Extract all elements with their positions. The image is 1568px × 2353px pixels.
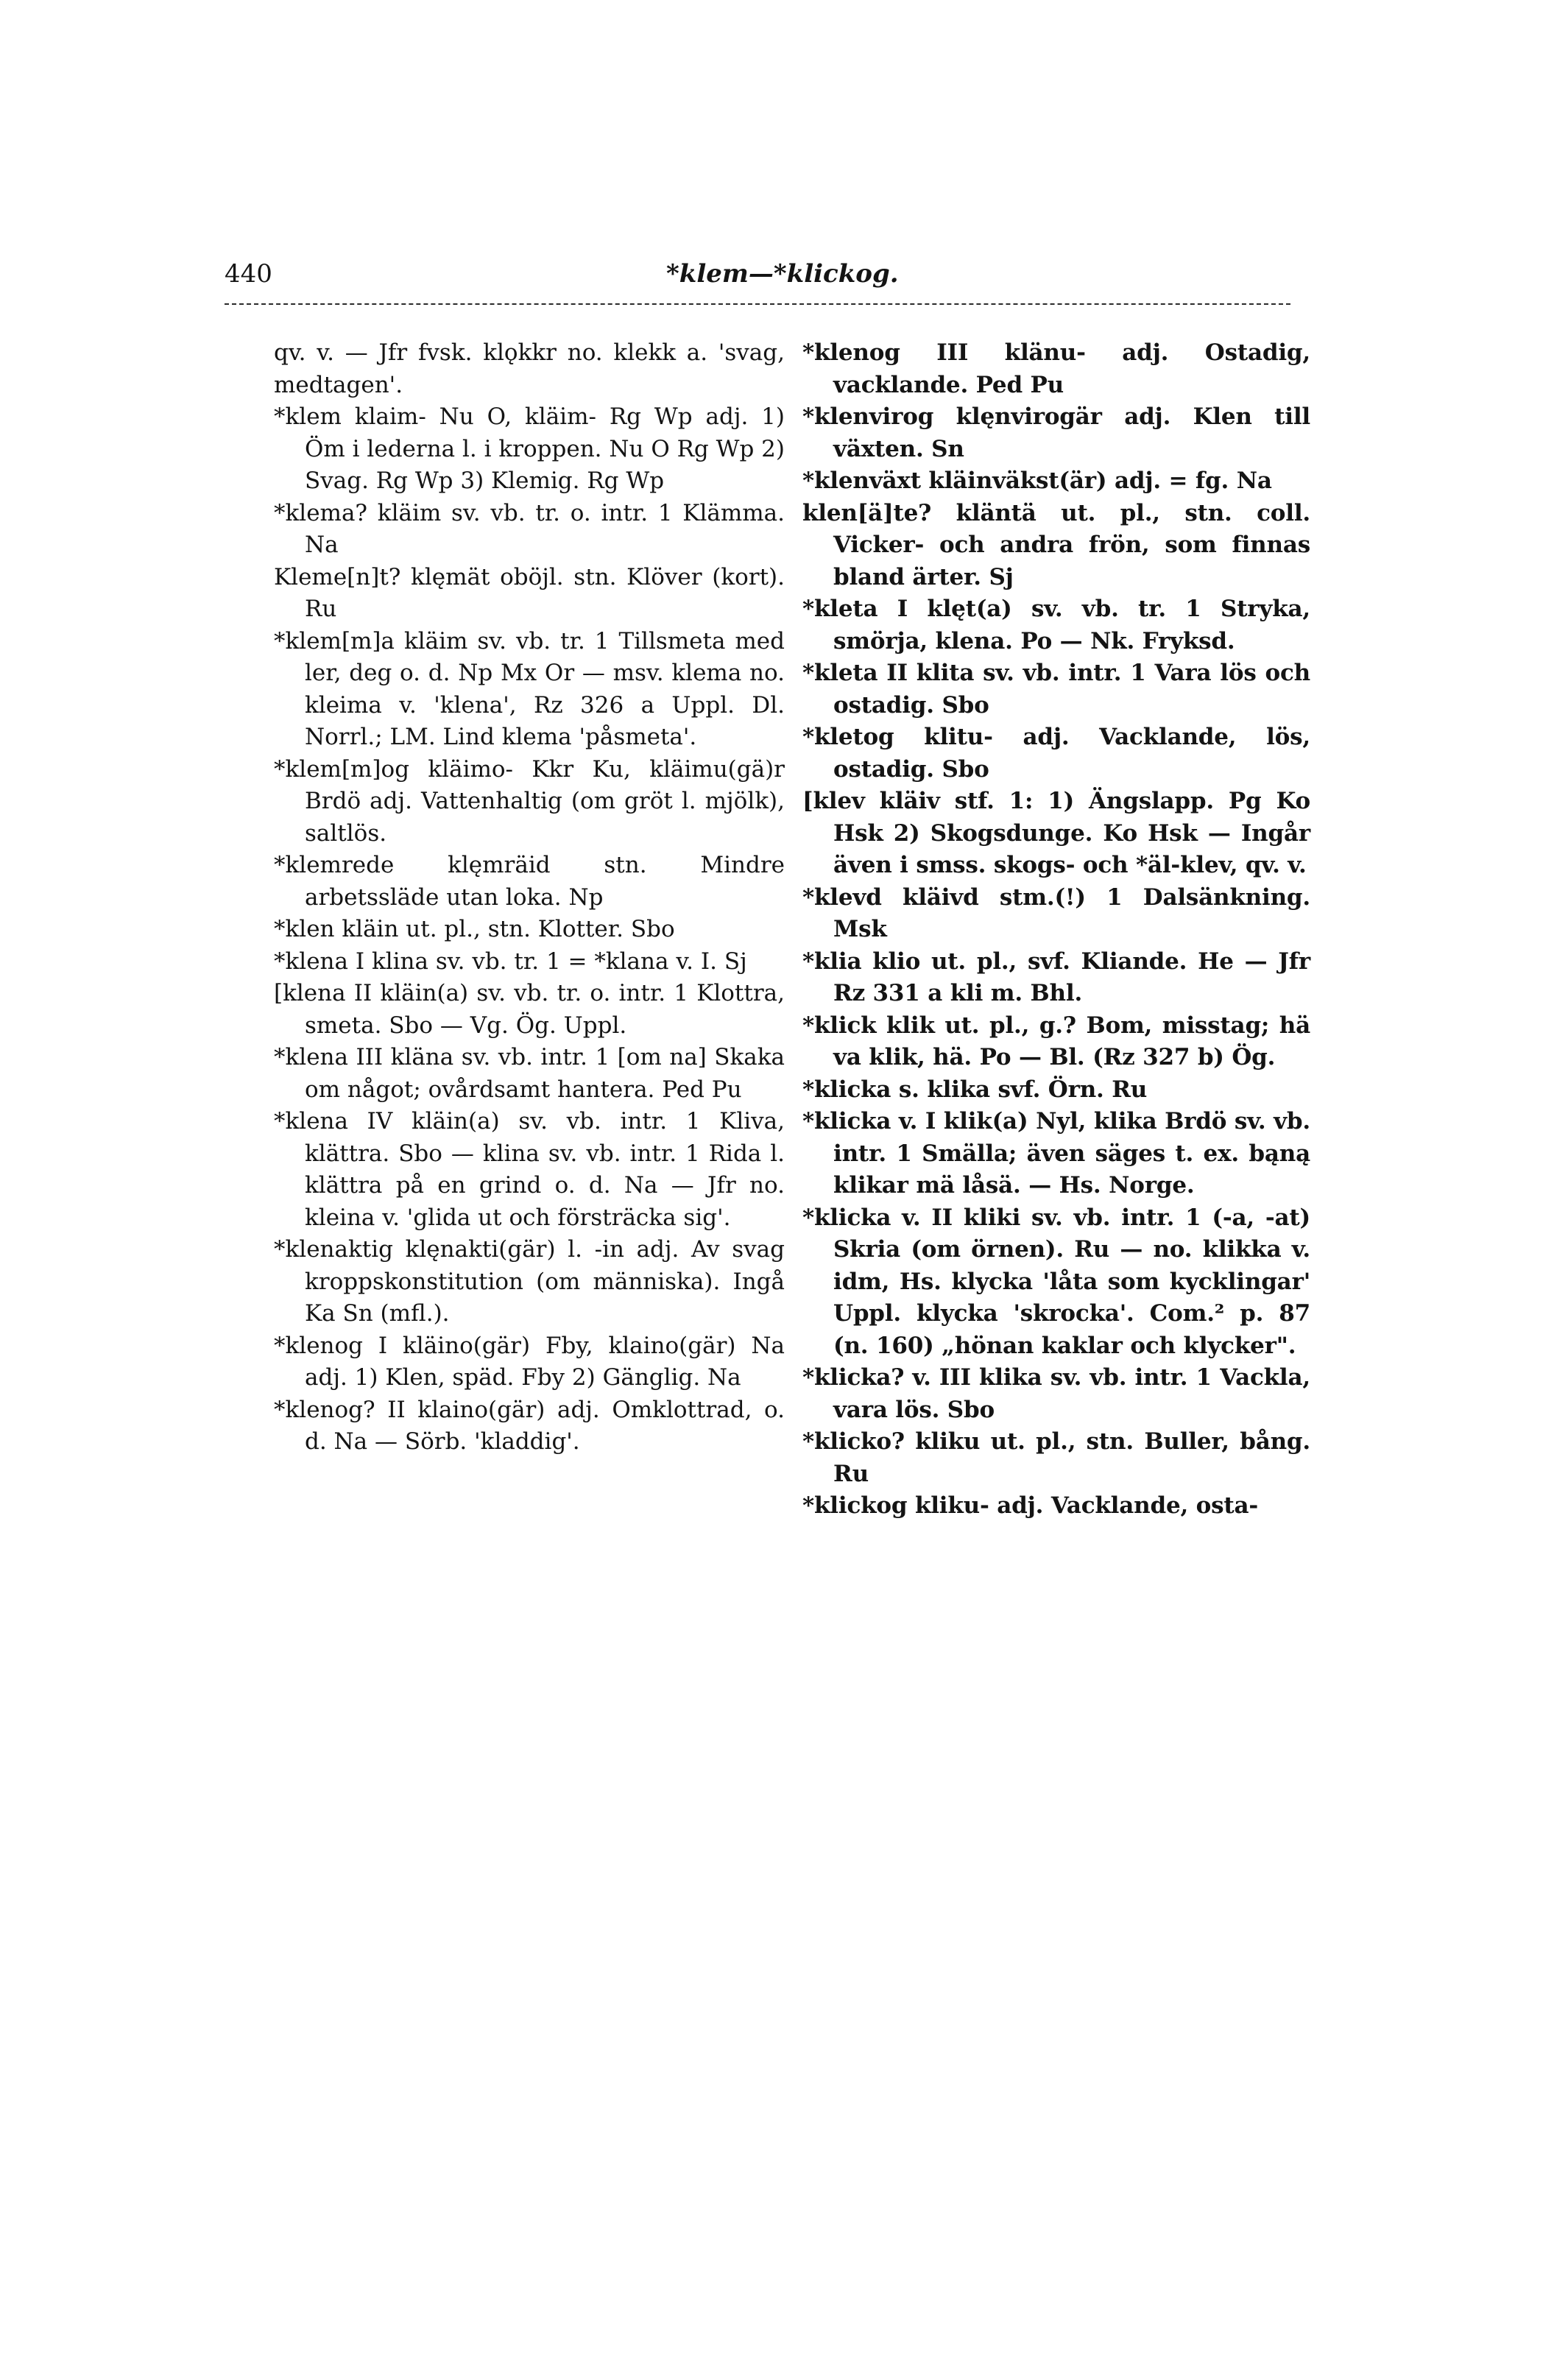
dictionary-entry: *klicka v. II kliki sv. vb. intr. 1 (-a, -at) Skria (om örnen). Ru — no. klikka v. idm, Hs. klycka 'låta som kycklingar' Uppl. klycka 'skrocka'. Com.² p. 87 (n. 160) „hönan kaklar och klycker".: [802, 1204, 1310, 1359]
dictionary-entry: [klev kläiv stf. 1: 1) Ängslapp. Pg Ko Hsk 2) Skogsdunge. Ko Hsk — Ingår även i smss. skogs- och *äl-klev, qv. v.: [802, 788, 1310, 878]
dictionary-entry: *klicka? v. III klika sv. vb. intr. 1 Vackla, vara lös. Sbo: [802, 1364, 1310, 1423]
left-column: [274, 337, 785, 1458]
right-column: [802, 337, 1310, 1523]
dictionary-entry: *klenog I kläino(gär) Fby, klaino(gär) Na adj. 1) Klen, späd. Fby 2) Gänglig. Na: [274, 1332, 785, 1391]
dictionary-entry: *klia klio ut. pl., svf. Kliande. He — Jfr Rz 331 a kli m. Bhl.: [802, 948, 1310, 1006]
dictionary-entry: *kletog klitu- adj. Vacklande, lös, ostadig. Sbo: [802, 724, 1310, 783]
dictionary-entry: *klenvirog klęnvirogär adj. Klen till växten. Sn: [802, 403, 1310, 462]
page-header: [225, 259, 1290, 303]
dictionary-entry: *klicka v. I klik(a) Nyl, klika Brdö sv. vb. intr. 1 Smälla; även säges t. ex. bąną klikar mä låsä. — Hs. Norge.: [802, 1108, 1310, 1199]
dictionary-entry: *klena III kläna sv. vb. intr. 1 [om na] Skaka om något; ovårdsamt hantera. Ped Pu: [274, 1044, 785, 1103]
dictionary-entry: *klema? kläim sv. vb. tr. o. intr. 1 Klämma. Na: [274, 499, 785, 558]
dictionary-entry: *klicko? kliku ut. pl., stn. Buller, bång. Ru: [802, 1428, 1310, 1487]
dictionary-entry: *klenog? II klaino(gär) adj. Omklottrad, o. d. Na — Sörb. 'kladdig'.: [274, 1396, 785, 1455]
dictionary-entry: *klenog III klänu- adj. Ostadig, vacklande. Ped Pu: [802, 339, 1310, 398]
dictionary-entry: *kleta II klita sv. vb. intr. 1 Vara lös och ostadig. Sbo: [802, 660, 1310, 719]
dictionary-entry: [klena II kläin(a) sv. vb. tr. o. intr. 1 Klottra, smeta. Sbo — Vg. Ög. Uppl.: [274, 980, 785, 1039]
dictionary-entry: *klem[m]a kläim sv. vb. tr. 1 Tillsmeta med ler, deg o. d. Np Mx Or — msv. klema no. kleima v. 'klena', Rz 326 a Uppl. Dl. Norrl.; LM. Lind klema 'påsmeta'.: [274, 627, 785, 750]
running-head: *klem—*klickog.: [666, 259, 899, 289]
dictionary-entry: *klevd kläivd stm.(!) 1 Dalsänkning. Msk: [802, 883, 1310, 942]
dictionary-entry: *klickog kliku- adj. Vacklande, osta-: [802, 1492, 1259, 1519]
header-rule: [225, 303, 1290, 305]
dictionary-entry: Kleme[n]t? klęmät oböjl. stn. Klöver (kort). Ru: [274, 563, 785, 622]
dictionary-entry: *kleta I klęt(a) sv. vb. tr. 1 Stryka, smörja, klena. Po — Nk. Fryksd.: [802, 596, 1310, 655]
dictionary-entry: klen[ä]te? kläntä ut. pl., stn. coll. Vicker- och andra frön, som finnas bland ärter. Sj: [802, 499, 1310, 590]
dictionary-entry: *klen kläin ut. pl., stn. Klotter. Sbo: [274, 916, 675, 942]
dictionary-entry: *klenväxt kläinväkst(är) adj. = fg. Na: [802, 468, 1272, 494]
dictionary-entry: *klem klaim- Nu O, kläim- Rg Wp adj. 1) Öm i lederna l. i kroppen. Nu O Rg Wp 2) Svag. Rg Wp 3) Klemig. Rg Wp: [274, 403, 785, 494]
dictionary-entry: qv. v. — Jfr fvsk. klǫkkr no. klekk a. 'svag, medtagen'.: [274, 339, 785, 398]
page-number: 440: [225, 259, 272, 289]
dictionary-entry: *klicka s. klika svf. Örn. Ru: [802, 1076, 1148, 1103]
dictionary-entry: *klena I klina sv. vb. tr. 1 = *klana v. I. Sj: [274, 948, 747, 975]
dictionary-entry: *klemrede klęmräid stn. Mindre arbetssläde utan loka. Np: [274, 852, 785, 911]
dictionary-entry: *klick klik ut. pl., g.? Bom, misstag; hä va klik, hä. Po — Bl. (Rz 327 b) Ög.: [802, 1012, 1310, 1070]
dictionary-entry: *klena IV kläin(a) sv. vb. intr. 1 Kliva, klättra. Sbo — klina sv. vb. intr. 1 Rida l. klättra på en grind o. d. Na — Jfr no. kleina v. 'glida ut och försträcka sig'.: [274, 1108, 785, 1231]
dictionary-entry: *klem[m]og kläimo- Kkr Ku, kläimu(gä)r Brdö adj. Vattenhaltig (om gröt l. mjölk), saltlös.: [274, 755, 785, 847]
dictionary-entry: *klenaktig klęnakti(gär) l. -in adj. Av svag kroppskonstitution (om människa). Ingå Ka Sn (mfl.).: [274, 1236, 785, 1327]
